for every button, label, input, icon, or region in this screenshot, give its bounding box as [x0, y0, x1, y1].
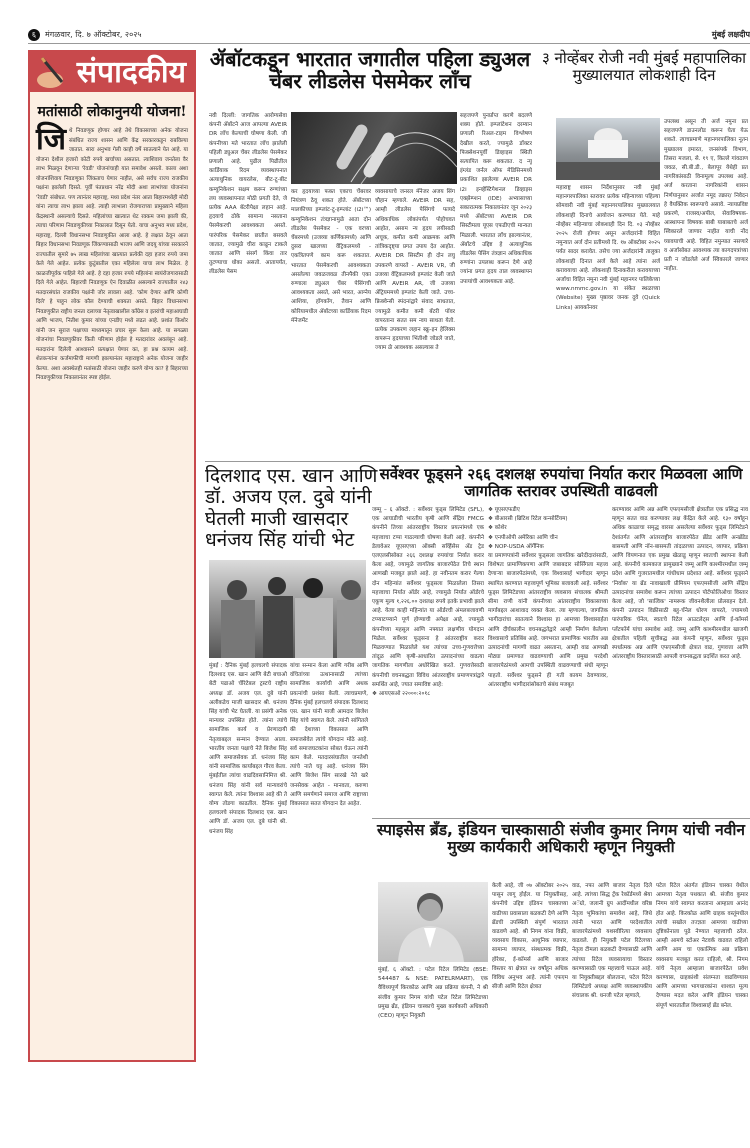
story-abbott-col4: सहजपणे पुनर्प्राप्त करणे बदलणे शक्य होते. इम्प्लांटेशन दरम्यान प्रणाली रिअल-टाइम विश्लेषण देखील करते, ज्यामुळे डॉक्टर फिक्सेशनपूर्वी डिव्हाइस स्थिती सत्यापित करू शकतात. द न्यू इंग्लंड जर्नल ऑफ मेडिसिनमध्ये प्रकाशित झालेल्या AVEIR DR i2i इन्व्हेस्टिगेशनल डिव्हाइस एक्झेम्प्शन (IDE) अभ्यासाच्या सकारात्मक निकालानंतर जून २०२३ मध्ये ॲबॉटच्या AVEIR DR सिस्टीमला यूएस एफडीएची मान्यता मिळाली. भारतात लाँच झाल्यानंतर, ॲबॉटचे उद्दिष्ट हे अत्याधुनिक लीडलेस पेसिंग तंत्रज्ञान अधिकाधिक रुग्णांना उपलब्ध करून देणे आहे ज्यांना प्रगत हृदय ताल व्यवस्थापन उपायांची आवश्यकता आहे.	[460, 113, 532, 285]
cert-item: ❖ कोशेर	[488, 525, 507, 532]
divider	[205, 461, 750, 462]
pacemaker-photo	[291, 112, 457, 184]
pacemaker-illustration	[291, 112, 457, 184]
editorial-banner	[28, 50, 196, 90]
story-chaska-col4: पटेल रिटेल अंतर्गत इंडियन चास्का येथील आमच्या नेतृत्व पथकात श्री. संजीव कुमार निगम यांचे स्वागत करताना आम्हाला आनंद होत आहे. किरकोळ आणि ग्राहक वस्तूंमधील त्यांची सखोल तज्ज्ञता आमच्या वाढीच्या दृष्टिकोनाला पुढे नेण्यात महत्त्वाची ठरेल. आम्ही आमचे स्टोअर नेटवर्क वाढवत राहिलो आणि आम चा एकात्मिक अन्न प्रक्रिया व्यवसाय मजबूत करत राहिलो, श्री. निगम यांचे नेतृत्व आम्हाला बाजारपेठेत प्रवेश करण्यास, ग्राहकांशी संलग्नता वाढविण्यास आणि आमच्या भागधारकांना शाश्वत मूल्य देण्यास मदत करेल आणि इंडियन चास्का संपूर्ण भारतातील विश्वासार्ह ब्रँड बनेल.	[656, 883, 748, 1009]
story-chaska-col1: मुंबई, ६ ऑक्टो. : पटेल रिटेल लिमिटेड (BSE: 544487 & NSE: PATELRMART), एक वैविध्यपूर्ण किरकोळ आणि अन्न प्रक्रिया कंपनी, ने श्री संजीव कुमार निगम यांची पटेल रिटेल लिमिटेडच्या प्रमुख ब्रँड, इंडियन चास्काचे मुख्य कार्यकारी अधिकारी (CEO) म्हणून नियुक्ती	[378, 967, 488, 1020]
issue-date: मंगळवार, दि. ७ ऑक्टोबर, २०२५	[45, 30, 142, 39]
portrait-illustration	[378, 882, 488, 962]
story-dilshad-headline: दिलशाद एस. खान आणि डॉ. अजय एल. दुबे यांनी घेतली माजी खासदार धनंजय सिंह यांची भेट	[205, 465, 378, 551]
building-illustration	[556, 118, 660, 180]
editorial-text: थे निवडणूक होणार आहे तेथे विकासाच्या अनेक योजना संबंधित राज्य शासन आणि केंद्र सरकारकडून राबविल्या जातात. सारा अनुभव गेली काही वर्षे सातत्याने येत आहे. या योजना देशील हजारो कोटी रुपये खर्चाच्या असतात. त्याशिवाय जनतेला वैर लाभ मिळवून देणाऱ्या 'रेवडी' योजनांचाही यात समावेश असतो. काला अशा योजनांशिवाय निवडणुका जिंकताच येणार नाहीत, असे सर्वच राज्य राजकीय पक्षांना झालेली दिसते. पूर्वी पंतप्रधान नरेंद्र मोदी अशा लाभांच्या योजनांना 'रेवडी' संबोधत. पण त्यानंतर महाराष्ट्र, मध्य प्रदेश नंतर आता बिहारमध्येही मोदी यांना त्याचा लाभ झाला आहे. त्याही लाभाला रोजगाराच्या प्रामुख्याने महिला केंद्रस्थानी असल्याचे दिसते. महिलांच्या खात्यात थेट रक्कम जमा झाली की, त्याचा परिणाम निवडणुकीच्या निकालात दिसून येतो. याचा अनुभव मध्य प्रदेश, महाराष्ट्र, दिल्ली विधानसभा निवडणुकीत आला आहे. हे लक्षात ठेवून आता बिहार विधानसभा निवडणूक जिंकण्यासाठी भाजप आणि जदयू यांच्या सरकारने राज्यातील सुमारे ७५ लाख महिलांच्या खात्यात प्रत्येकी दहा हजार रुपये जमा केले गेले आहेत. प्रत्येक कुटुंबातील एका महिलेला याचा लाभ मिळेल. हे काळजीपूर्वक पाहिले गेले आहे. हे दहा हजार रुपये महिलांना स्वयंरोजगारासाठी दिले गेले आहेत. बिहारची निवडणूक ऐन दिवाळीत असल्याने राज्यातील २४३ मतदारसंघांत राजकीय पक्षांनी जोर लावला आहे. 'कोण देणार आणि कोणी दिले' हे पाहून लोक कौल देण्याची शक्यता असते. बिहार विधानसभा निवडणुकीत राष्ट्रीय जनता दलाच्या नेतृत्वाखालील काँग्रेस व इतरांची महाआघाडी आणि भाजप, नितीश कुमार यांच्या एनडीए मध्ये लढत आहे. प्रशांत किशोर यांनी जन सुराज पक्षाच्या माध्यमातून प्रचार सुरू केला आहे. या सगळ्या योजनांचा निवडणुकीवर किती परिणाम होईल हे मतदारांवर अवलंबून आहे. मतदारांना दिलेली आश्वासने प्रत्यक्षात येणार का, हा प्रश्न कायम आहे. शेतकऱ्यांना कर्जमाफीची मागणी झाल्यानंतर महाराष्ट्राने अनेक योजना जाहीर केल्या. अशा अवस्थेतही मतांसाठी योजना जाहीर करणे योग्य का? हे बिहारच्या निवडणुकीच्या निकालानंतर स्पष्ट होईल.	[36, 128, 188, 381]
sarveshwar-text1: जम्मू – ६ ऑक्टो. : सर्वेश्वर फूड्स लिमिटेड (SFL), एक आघाडीची भारतीय कृषी आणि सेंद्रिय FMCG कंपनीने तिच्या आंतरराष्ट्रीय विस्तार प्रयत्नांमध्ये एक महत्त्वाचा टप्पा गाठल्याची घोषणा केली आहे. कंपनीने डेलावेअर यूएसएच्या ऑक्सी सर्व्हिसेस अँड ट्रेड एलएलसीसोबत २६६ दशलक्ष रुपयांचा निर्यात करार केला आहे, ज्यामुळे जागतिक बाजारपेठेत तिचे स्थान आणखी मजबूत झाले आहे. हा नवीनतम करार गेल्या दोन महिन्यांत सर्वेश्वर फूड्सला मिळालेला तिसरा महत्त्वाचा निर्यात ऑर्डर आहे, ज्यामुळे निर्यात ऑर्डरचे एकूण मूल्य १,२२६.०० दशलक्ष रुपये इतके प्रभावी झाले आहे. येत्या काही महिन्यांत या ऑर्डरची अंमलबजावणी टप्प्याटप्प्याने पूर्ण होण्याची अपेक्षा आहे, ज्यामुळे कंपनीच्या महसूल आणि नफ्यात लक्षणीय योगदान मिळेल. सर्वेश्वर फूड्सना हे आंतरराष्ट्रीय करार मिळवण्यात मिळालेले यश त्यांच्या उच्च-गुणवत्तेच्या तांदूळ आणि कृषी-आधारित उत्पादनांच्या वाढत्या जागतिक मागणीला अधोरेखित करते. गुणवत्तेसाठी कंपनीची वचनबद्धता विविध आंतरराष्ट्रीय प्रमाणपत्रांद्वारे समर्थित आहे, ज्यात समाविष्ट आहे:	[372, 507, 484, 688]
ceo-portrait-photo	[378, 882, 488, 962]
cert-item: ❖ NOP-USDA ऑर्गेनिक	[488, 543, 544, 550]
story-sarveshwar-col3: करण्यावर आणि अन्न आणि एफएमसीजी क्षेत्रातील एक प्रसिद्ध नाव म्हणून सतत वाढ करण्यावर लक्ष केंद्रित केले आहे. १३० वर्षांहून अधिक काळाचा समृद्ध वारसा असलेल्या सर्वेश्वर फूड्स लिमिटेडने देशांतर्गत आणि आंतरराष्ट्रीय बाजारपेठेत ब्रँडेड आणि अनब्रँडेड बासमती आणि नॉन-बासमती तांदळाच्या उत्पादन, व्यापार, प्रक्रिया आणि विपणनात एक प्रमुख खेळाडू म्हणून स्वतःची स्थापना केली आहे. कंपनीचे कामकाज प्रामुख्याने जम्मू आणि काश्मीरमधील जम्मू प्रदेश आणि गुजरातमधील गांधीधाम प्रदेशात आहे. सर्वेश्वर फूड्सने 'निर्वाक' या ब्रँड नावाखाली प्रीमियम एफएमसीजी आणि सेंद्रिय उत्पादनांचा समावेश करून त्यांच्या उत्पादन पोर्टफोलिओचा विस्तार केला आहे, जो 'सात्विक' नामरूक जीवनशैलीला प्रोत्साहन देतो. कंपनी उत्पादन विक्रीसाठी बहु-चॅनेल धोरण वापरते, ज्यामध्ये पारंपारिक चॅनेल, स्वतःचे रिटेल आउटलेट्स आणि ई-कॉमर्स प्लॅटफॉर्म यांचा समावेश आहे. जम्मू आणि काश्मीरमधील खाजगी क्षेत्रातील पहिली सूचीबद्ध अन्न कंपनी म्हणून, सर्वेश्वर फूड्स स्पर्धात्मक अन्न आणि एफएमसीजी क्षेत्रात वाढ, गुणवत्ता आणि आंतरराष्ट्रीय विस्तारासाठी आपली वचनबद्धता प्रदर्शित करत आहे.	[612, 507, 748, 661]
story-sarveshwar-headline: सर्वेश्वर फूड्सने २६६ दशलक्ष रुपयांचा निर्यात करार मिळवला आणि जागतिक स्तरावर उपस्थिती वाढवली	[379, 465, 743, 500]
pen-hand-icon	[36, 54, 76, 88]
story-abbott-col1: नवी दिल्ली: जागतिक आरोग्यसेवा कंपनी ॲबॉटने आज आपल्या AVEIR DR लाँच केल्याची घोषणा केली. जी कंपनीच्या मते भारतात लाँच झालेली पहिली ड्युअल चेंबर लीडलेस पेसमेकर प्रणाली आहे. पुढील पिढीतील कार्डियाक रिदम व्यवस्थापनात अत्याधुनिक वायरलेस, बीट-टू-बीट कम्युनिकेशन सक्षम करून रुग्णांच्या लय व्यवस्थापनात मोठी प्रगती देते, जे प्रत्येक AAA बॅटरीपेक्षा लहान आहे. हृदयाचे ठोके सामान्य नसताना पेसमेकरची आवश्यकता असते. पारंपरिक पेसमेकर छातीत बसवले जातात, ज्यामुळे चीरा काढून टाकले जातात आणि संसर्ग किंवा तार तुटण्याचा धोका असतो. आतापर्यंत, लीडलेस पेसम	[209, 113, 287, 276]
cert-item: ❖ एनपीओपी अमेरिका आणि चीन	[488, 534, 558, 541]
editorial-title: मतांसाठी लोकानुनयी योजना!	[37, 104, 187, 120]
story-abbott-col3: व्यवसायाचे जनरल मॅनेजर अजय सिंग चौहान म्हणाले. AVEIR DR सह, आम्ही लीडलेस पेसिंगचे फायदे अधिकाधिक लोकांपर्यंत पोहोचवत आहोत, असाम न्य हृदय लयीसाठी अचूक, कमीत कमी आक्रमक आणि तांत्रिकदृष्ट्या प्रगत उपाय देत आहोत. AVEIR DR सिस्टीम ही दोन लघु उपकरणे वापरते - AVEIR VR, जी उजव्या वेंट्रिकलमध्ये इम्प्लांट केली जाते आणि AVEIR AR, जी उजव्या ॲट्रियममध्ये इम्प्लांट केली जाते. उच्च-फ्रिक्वेन्सी स्पंदनांद्वारे संवाद साधतात, ज्यामुळे कमीत कमी बॅटरी पॉवर वापरताना सतत सम न्वय साधता येतो. प्रत्येक उपकरण लहान स्क्रू-इन हेलिक्स वापरून हृदयाच्या भिंतीशी जोडले जाते, ज्याम ळे आवश्यक असल्यास ते	[375, 189, 455, 352]
story-dilshad-col1: मुंबई : दैनिक मुंबई हलचलचे संपादक दिलशाद एस. खान आणि बेटी बचाओ बेटी पढाओ चॅरिटेबल ट्रस्टचे राष्ट्रीय अध्यक्ष डॉ. अजय एल. दुबे यांनी अलीकडेच माजी खासदार श्री. धनंजय सिंह यांची भेट घेतली. या प्रसंगी अनेक मान्यवर उपस्थित होते. त्यांना त्यांचे सामाजिक कार्य व प्रेरणादायी नेतृत्वाबद्दल सन्मान देण्यात आला. भारतीय जनता पक्षाचे नेते बिजेश सिंह आणि समाजसेवक डॉ. धनंजय सिंह यांनी सामाजिक कार्याबद्दल गौरव केला. मुंबईतील त्यांचा वाढदिवसानिमित्त श्री. धनंजय सिंह यांनी सर्व मान्यवरांचे स्वागत केले. त्यांना विश्वास आहे की ते योग्य तोडगा काढतील. दैनिक मुंबई हलचलचे संपादक दिलशाद एस. खान आणि डॉ. अजय एल. दुबे यांनी श्री. धनंजय सिंह	[209, 663, 287, 835]
story-chaska-col3: वाढ, नफा आणि बाजार नेतृत्व दिले आहे. त्यांच्या सिद्ध ट्रॅक रेकॉर्डमध्ये श्रेया अॅग्रो, जलानी ग्रुप आदींमधील वरिष्ठ नेतृत्व भूमिकांचा समावेश आहे, जिथे त्यांनी भारत आणि परदेशातील बाजारपेठांमध्ये यशस्वीरित्या व्यवसाय वाढवले. ही नियुक्ती पटेल रिटेलच्या नेतृत्व टीमला बळकटी देण्यासाठी आणि त्यांच्या रिटेल व्यवसायाचा विस्तार करण्यासाठी एक महत्त्वाचे पाऊल आहे. या नियुक्तीबद्दल बोलताना, पटेल रिटेल लिमिटेडचे अध्यक्ष आणि व्यवस्थापकीय संचालक श्री. धनजी पटेल म्हणाले,	[572, 883, 652, 1000]
story-sarveshwar-col2	[488, 506, 608, 816]
cert-item: ❖ आयएसओ २२०००:२०१८	[372, 691, 431, 698]
story-dilshad-col2: यांचा सन्मान केला आणि गरीब आणि वंचितांच्या उत्थानासाठी त्यांच्या सामाजिक कार्याची आणि अथक प्रयत्नांची प्रशंसा केली. त्याचप्रमाणे, दैनिक मुंबई हलचलचे संपादक दिलशाद एस. खान यांनी माजी आमदार बिजेश सिंह यांचे स्वागत केले. त्यांनी सांगितले की देशाच्या विकासात आणि समाजसेवेत त्यांचे योगदान मोठे आहे. सर्व समाजघटकांना सोबत घेऊन त्यांनी काम केले. मतदारसंघातील जनतेशी त्यांचे नाते घट्ट आहे. धनंजय सिंग आणि बिजेश सिंग सारखे नेते खरे जनसेवक आहेत - मानवता, करुणा आणि समर्पणाने समाज आणि राष्ट्राच्या विकासात सतत योगदान देत आहेत.	[290, 663, 368, 808]
divider	[372, 818, 750, 819]
cert-list	[488, 506, 608, 552]
story-abbott-col2: कर हृदयाच्या फक्त एकाच चेंबरवर नियंत्रण ठेवू शकत होते. ॲबॉटच्या मालकीच्या इम्प्लांट-टू-इम्प्लांट (i2i™) कम्युनिकेशन तंत्रज्ञानामुळे आता दोन लीडलेस पेसमेकर - एक वरच्या चेंबरमध्ये (उजव्या कर्णिकामध्ये) आणि दुसरा खालच्या वेंट्रिकलमध्ये - एकत्रितपणे काम करू शकतात. भारतात पेसमेकरची आवश्यकता असलेल्या जवळजवळ तीनपैकी एका रुग्णाला ड्युअल चेंबर पेसिंगची आवश्यकता असते, असे भारत, आग्नेय आशिया, हाँगकाँग, तैवान आणि कोरियामधील ॲबॉटच्या कार्डियाक रिदम मॅनेजमेंट	[291, 189, 371, 324]
people-illustration	[209, 560, 366, 658]
editorial-body	[36, 122, 188, 384]
editorial-section-label: संपादकीय	[76, 54, 186, 90]
nmmc-building-photo	[556, 118, 660, 180]
page-header	[28, 26, 750, 44]
dateline	[28, 29, 142, 41]
newspaper-brand: मुंबई लक्षदीप	[711, 30, 750, 39]
story-lokshahi-col1: महाराष्ट्र शासन निर्देशानुसार नवी मुंबई महानगरपालिका स्तरावर प्रत्येक महिन्याच्या पहिल्या सोमवारी नवी मुंबई महानगरपालिका मुख्यालयात लोकशाही दिनाचे आयोजन करण्यात येते. माहे नोव्हेंबर महिन्याचा लोकशाही दिन दि. ०३ नोव्हेंबर २०२५ रोजी होणार असून अर्जदारांनी विहित नमुन्यात अर्ज दोन प्रतीमध्ये दि. १७ ऑक्टोबर २०२५ पर्यंत सादर करावेत. तसेच ज्या अर्जदारांनी तालुका लोकशाही दिनात अर्ज केले आहे त्यांना अर्ज करावयाचा आहे. लोकशाही दिनाकरीता करावयाच्या अर्जाचा विहित नमुना नवी मुंबई महानगर पालिकेच्या www.nmmc.gov.in या संकेत स्थळाच्या (Website) मुख्य पृष्ठावर जनक दुवे (Quick Links) आयकॉनवर	[556, 185, 660, 311]
story-lokshahi-col2: उपलब्ध असून ती अर्ज नमुना प्रत सहजपणे डाउनलोड करून घेता येऊ शकते. त्याचप्रमाणे महानगरपालिका नूतन मुख्यालय इमारत, जनसंपर्क विभाग, तिसरा मजला, से. १९ ए, किल्ले गांवठाण जवळ, सी.बी.डी., बेलापूर येथेही प्रत नागरिकांसाठी विनामूल्य उपलब्ध आहे. अर्ज करताना नागरिकांनी शासन निर्णयानुसार अर्जात नमूद तक्रार/ निवेदन हे वैयक्तिक स्वरूपाचे असावे. न्यायप्रविष्ट प्रकरणे, राजस्व/अपील, सेवाविषयक-आस्थापना विषयक बाबी याबाबतचे अर्ज स्विकारले जाणार नाहीत याची नोंद घ्यावयाची आहे. विहित नमुन्यात नसणारे व अर्जासोबत आवश्यक त्या कागदपत्रांच्या प्रती न जोडलेले अर्ज स्विकारले जाणार नाहीत.	[664, 119, 748, 273]
story-chaska-headline: स्पाइसेस ब्रँड, इंडियन चास्कासाठी संजीव कुमार निगम यांची नवीन मुख्य कार्यकारी अधिकारी म्हणून नियुक्ती	[377, 821, 745, 857]
editorial-box	[28, 90, 196, 1062]
dropcap: जि	[36, 122, 67, 157]
sarveshwar-text2: या प्रमाणपत्रांनी सर्वेश्वर फूड्सला जागतिक खरेदीदारांसाठी, विशेषतः प्रामाणिकपणा आणि जबाबदार सोर्सिंगला महत्त्व देणाऱ्या बाजारपेठांमध्ये, एक विश्वासार्ह भागीदार म्हणून स्थापित करण्यात महत्त्वपूर्ण भूमिका बजावली आहे. सर्वेश्वर फूड्स लिमिटेडच्या आंतरराष्ट्रीय व्यवसाय संचालक श्रीमती सीमा राणी यांनी कंपनीच्या आंतरराष्ट्रीय विकासाच्या मार्गाबद्दल आशावाद व्यक्त केला. त्या म्हणाल्या, जागतिक भागीदारांचा सातत्याने विश्वास हा आमच्या विश्वासार्हता आणि दीर्घकालीन वचनबद्धतेद्वारे आम्ही निर्माण केलेल्या विश्वासाचे प्रतिबिंब आहे. जगभरात प्रामाणिक भारतीय अन्न उत्पादनांची मागणी वाढत असताना, आम्ही वाढ आणखी मोठ्या प्रमाणात वाढवण्याची आणि प्रमुख परदेशी बाजारपेठांमध्ये आमची उपस्थिती वाढवण्याची संधी म्हणून पाहतो. सर्वेश्वर फूड्सने ही गती कायम ठेवण्यावर, आंतरराष्ट्रीय भागीदारांसोबतचे संबंध मजबूत	[488, 553, 608, 688]
story-sarveshwar-col1	[372, 506, 484, 816]
story-abbott-headline: ॲबॉटकडून भारतात जगातील पहिला ड्युअल चेंबर लीडलेस पेसमेकर लाँच	[209, 47, 531, 94]
story-lokshahi-headline: ३ नोव्हेंबर रोजी नवी मुंबई महापालिका मुख्यालयात लोकशाही दिन	[541, 49, 747, 84]
cert-item: ❖ बीआरसी (ब्रिटिश रिटेल कन्सोर्टियम)	[488, 516, 568, 523]
page-number: ६	[28, 29, 40, 41]
cert-item: ❖ यूएसएफडीए	[488, 507, 520, 513]
story-chaska-col2: केली आहे, जी ०७ ऑक्टोबर २०२५ पासून लागू होईल. या नियुक्तीसह, कंपनीचे उद्दिष्ट इंडियन चास्काच्या वाढीच्या प्रवासाला बळकटी देणे आणि ब्रँडची उपस्थिती संपूर्ण भारतात वाढवणे आहे. श्री निगम यांना विक्री, व्यवसाय विकास, आधुनिक व्यापार, सामान्य व्यापार, संस्थात्मक विक्री, होरेका, ई-कॉमर्स आणि बाजार विस्तार या क्षेत्रात २४ वर्षांहून अधिक विविध अनुभव आहे. त्यांनी एफएम सीजी आणि रिटेल क्षेत्रात	[492, 883, 568, 991]
meeting-photo	[209, 560, 366, 658]
